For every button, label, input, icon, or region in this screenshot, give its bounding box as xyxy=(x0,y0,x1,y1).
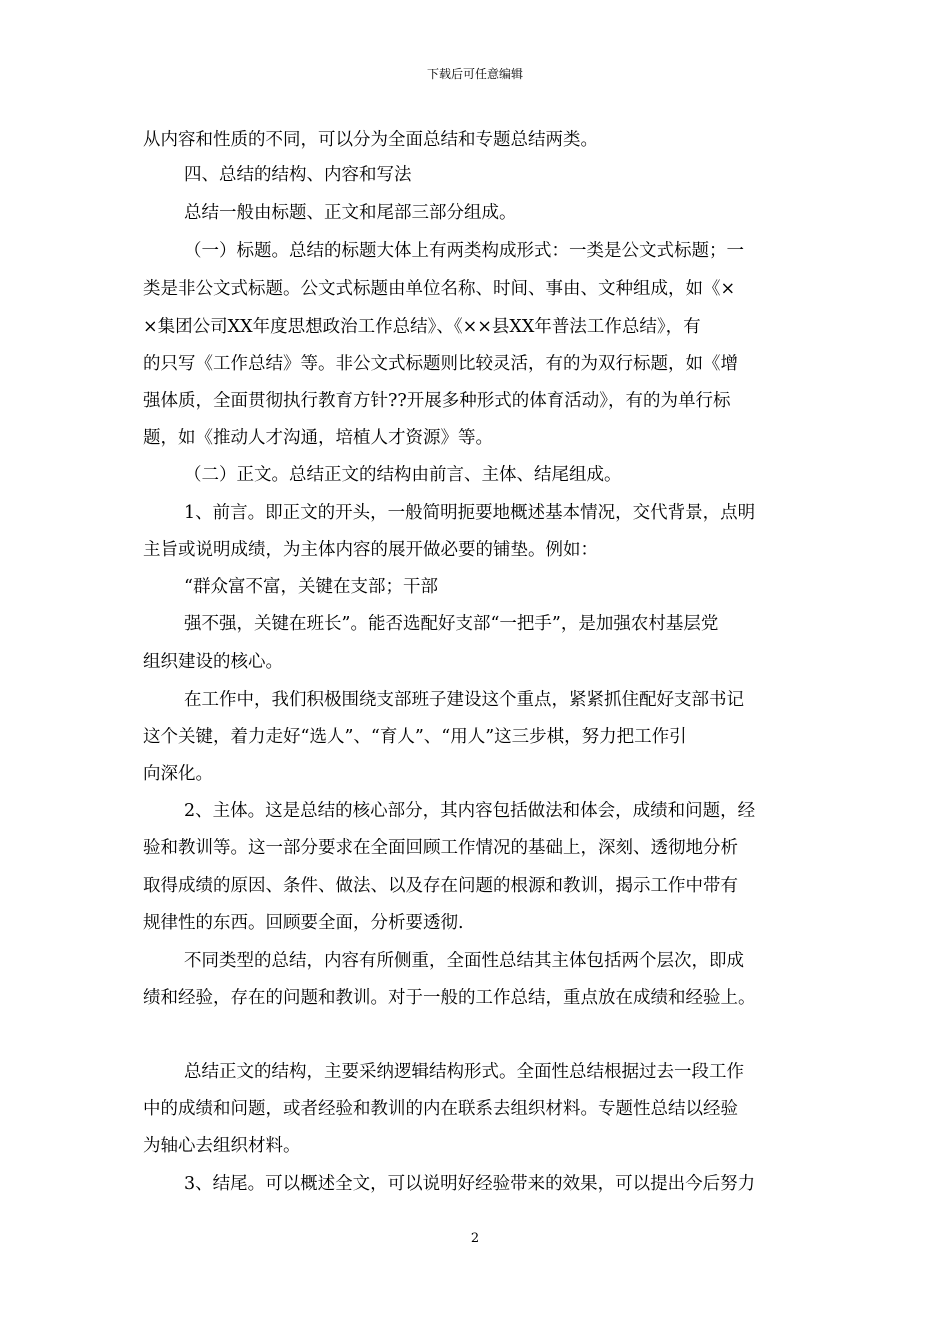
paragraph-line: “群众富不富，关键在支部；干部 xyxy=(184,577,438,597)
paragraph-line: ×集团公司XX年度思想政治工作总结》、《××县XX年普法工作总结》，有 xyxy=(143,317,701,337)
page-header: 下载后可任意编辑 xyxy=(426,67,523,81)
section-heading: 四、总结的结构、内容和写法 xyxy=(184,165,412,185)
paragraph-line: 为轴心去组织材料。 xyxy=(143,1136,301,1156)
paragraph-line: （一）标题。总结的标题大体上有两类构成形式：一类是公文式标题；一 xyxy=(184,241,744,261)
paragraph-line: 中的成绩和问题，或者经验和教训的内在联系去组织材料。专题性总结以经验 xyxy=(143,1099,738,1119)
paragraph-line: 组织建设的核心。 xyxy=(143,652,283,672)
paragraph-line: 3、结尾。可以概述全文，可以说明好经验带来的效果，可以提出今后努力 xyxy=(184,1174,756,1194)
paragraph-line: 1、前言。即正文的开头，一般简明扼要地概述基本情况，交代背景，点明 xyxy=(184,503,756,523)
paragraph-line: 不同类型的总结，内容有所侧重，全面性总结其主体包括两个层次，即成 xyxy=(184,951,744,971)
paragraph-line: 强体质，全面贯彻执行教育方针??开展多种形式的体育活动》，有的为单行标 xyxy=(143,391,731,411)
paragraph-line: 2、主体。这是总结的核心部分，其内容包括做法和体会，成绩和问题，经 xyxy=(184,801,756,821)
paragraph-line: 主旨或说明成绩，为主体内容的展开做必要的铺垫。例如： xyxy=(143,540,598,560)
paragraph-line: 这个关键，着力走好“选人”、“育人”、“用人”这三步棋，努力把工作引 xyxy=(143,727,687,747)
paragraph-line: 向深化。 xyxy=(143,764,213,784)
paragraph-line: 从内容和性质的不同，可以分为全面总结和专题总结两类。 xyxy=(143,130,598,150)
paragraph-line: 验和教训等。这一部分要求在全面回顾工作情况的基础上，深刻、透彻地分析 xyxy=(143,838,738,858)
paragraph-line: （二）正文。总结正文的结构由前言、主体、结尾组成。 xyxy=(184,465,622,485)
paragraph-line: 题，如《推动人才沟通，培植人才资源》等。 xyxy=(143,428,493,448)
paragraph-line: 绩和经验，存在的问题和教训。对于一般的工作总结，重点放在成绩和经验上。 xyxy=(143,988,756,1008)
page-number: 2 xyxy=(470,1231,480,1246)
paragraph-line: 在工作中，我们积极围绕支部班子建设这个重点，紧紧抓住配好支部书记 xyxy=(184,690,744,710)
paragraph-line: 类是非公文式标题。公文式标题由单位名称、时间、事由、文种组成，如《× xyxy=(143,279,736,299)
paragraph-line: 总结一般由标题、正文和尾部三部分组成。 xyxy=(184,203,517,223)
paragraph-line: 的只写《工作总结》等。非公文式标题则比较灵活，有的为双行标题，如《增 xyxy=(143,354,738,374)
paragraph-line: 规律性的东西。回顾要全面，分析要透彻. xyxy=(143,913,464,933)
paragraph-line: 强不强，关键在班长”。能否选配好支部“一把手”，是加强农村基层党 xyxy=(184,614,719,634)
paragraph-line: 总结正文的结构，主要采纳逻辑结构形式。全面性总结根据过去一段工作 xyxy=(184,1062,744,1082)
paragraph-line: 取得成绩的原因、条件、做法、以及存在问题的根源和教训，揭示工作中带有 xyxy=(143,876,738,896)
